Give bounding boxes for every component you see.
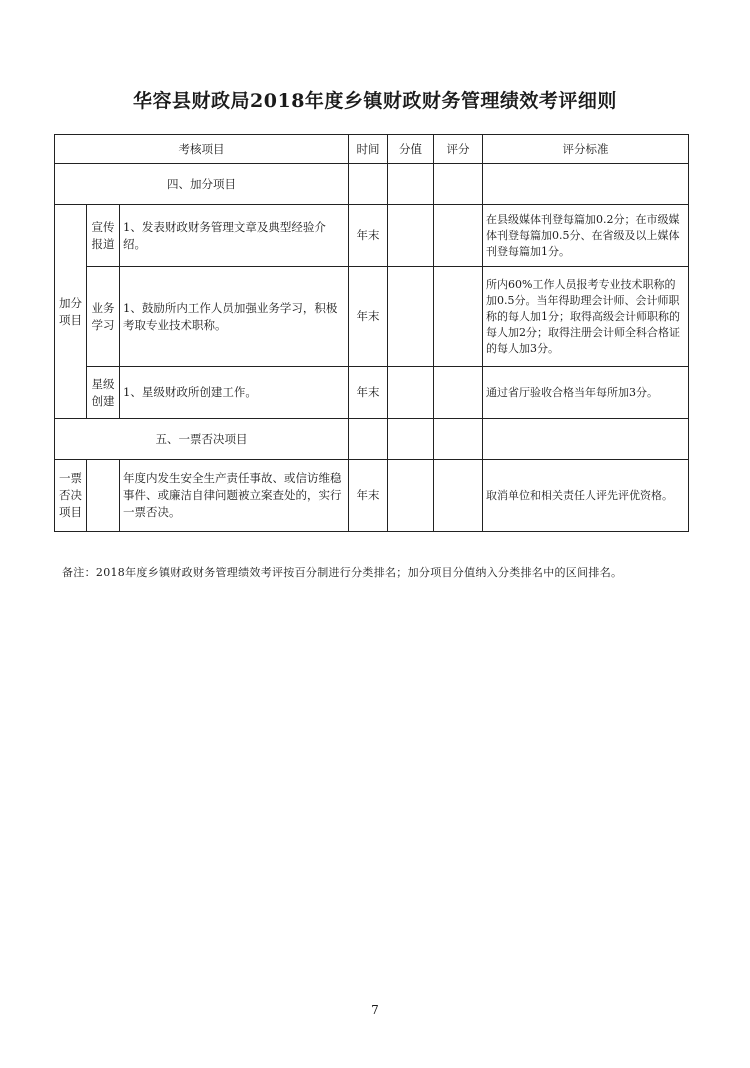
header-time: 时间 <box>349 135 388 164</box>
row-content: 1、发表财政财务管理文章及典型经验介绍。 <box>120 205 349 267</box>
veto-label: 一票否决项目 <box>55 460 87 532</box>
row-criteria: 在县级媒体刊登每篇加0.2分；在市级媒体刊登每篇加0.5分、在省级及以上媒体刊登每篇加1分。 <box>483 205 689 267</box>
row-score <box>388 267 434 367</box>
row-criteria: 所内60%工作人员报考专业技术职称的加0.5分。当年得助理会计师、会计师职称的每人加1分；取得高级会计师职称的每人加2分；取得注册会计师全科合格证的每人加3分。 <box>483 267 689 367</box>
document-title: 华容县财政局2018年度乡镇财政财务管理绩效考评细则 <box>133 90 617 112</box>
header-score: 分值 <box>388 135 434 164</box>
veto-content: 年度内发生安全生产责任事故、或信访维稳事件、或廉洁自律问题被立案查处的，实行一票否决。 <box>120 460 349 532</box>
row-subcategory: 星级创建 <box>87 367 120 419</box>
section-row-veto <box>55 419 689 460</box>
section-veto-title: 五、一票否决项目 <box>55 419 349 460</box>
row-rating <box>434 205 483 267</box>
row-rating <box>434 267 483 367</box>
row-content: 1、星级财政所创建工作。 <box>120 367 349 419</box>
row-time: 年末 <box>349 205 388 267</box>
empty-cell <box>434 164 483 205</box>
empty-cell <box>483 164 689 205</box>
evaluation-table <box>54 134 689 532</box>
empty-cell <box>349 164 388 205</box>
empty-cell <box>388 419 434 460</box>
row-subcategory: 业务学习 <box>87 267 120 367</box>
veto-sub-empty <box>87 460 120 532</box>
row-time: 年末 <box>349 367 388 419</box>
header-rating: 评分 <box>434 135 483 164</box>
header-row <box>55 135 689 164</box>
table-row <box>55 205 689 267</box>
row-content: 1、鼓励所内工作人员加强业务学习，积极考取专业技术职称。 <box>120 267 349 367</box>
row-score <box>388 205 434 267</box>
empty-cell <box>349 419 388 460</box>
page-number: 7 <box>371 1003 379 1017</box>
empty-cell <box>483 419 689 460</box>
empty-cell <box>388 164 434 205</box>
row-rating <box>434 367 483 419</box>
header-item: 考核项目 <box>55 135 349 164</box>
table-row <box>55 267 689 367</box>
row-subcategory: 宣传报道 <box>87 205 120 267</box>
footnote: 备注：2018年度乡镇财政财务管理绩效考评按百分制进行分类排名；加分项目分值纳入分类排名中的区间排名。 <box>62 566 623 579</box>
row-criteria: 通过省厅验收合格当年每所加3分。 <box>483 367 689 419</box>
empty-cell <box>434 419 483 460</box>
section-bonus-title: 四、加分项目 <box>55 164 349 205</box>
table-row <box>55 367 689 419</box>
veto-time: 年末 <box>349 460 388 532</box>
bonus-group-label: 加分项目 <box>55 205 87 419</box>
header-criteria: 评分标准 <box>483 135 689 164</box>
row-time: 年末 <box>349 267 388 367</box>
veto-rating <box>434 460 483 532</box>
section-row-bonus <box>55 164 689 205</box>
veto-score <box>388 460 434 532</box>
table-row <box>55 460 689 532</box>
veto-criteria: 取消单位和相关责任人评先评优资格。 <box>483 460 689 532</box>
row-score <box>388 367 434 419</box>
